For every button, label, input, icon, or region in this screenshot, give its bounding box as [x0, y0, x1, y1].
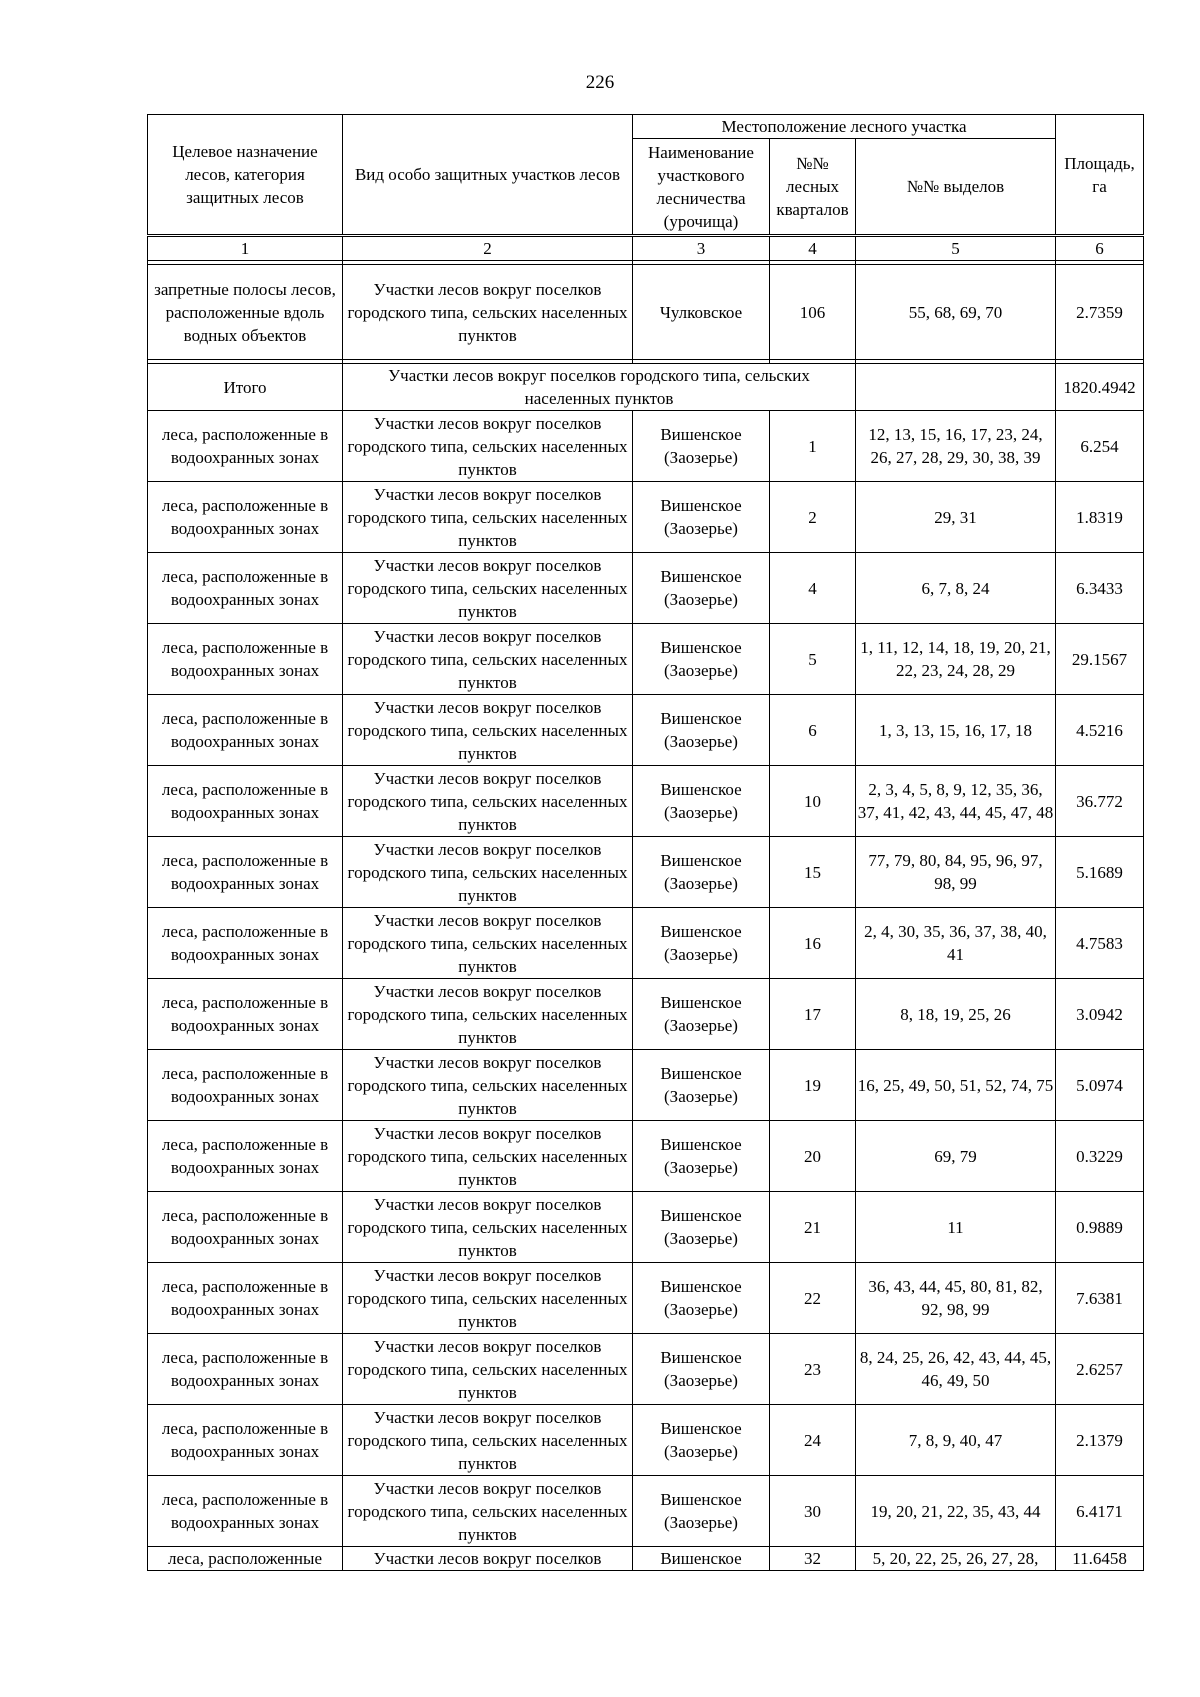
area-cell: 0.3229 — [1056, 1121, 1144, 1192]
area-cell: 36.772 — [1056, 766, 1144, 837]
forestry-cell: Вишенское (Заозерье) — [633, 1121, 770, 1192]
quarter-cell: 19 — [770, 1050, 856, 1121]
type-cell: Участки лесов вокруг поселков городского типа, сельских населенных пунктов — [343, 837, 633, 908]
table-row — [148, 624, 1144, 695]
type-cell: Участки лесов вокруг поселков городского типа, сельских населенных пунктов — [343, 411, 633, 482]
quarter-cell: 21 — [770, 1192, 856, 1263]
category-cell: леса, расположенные в водоохранных зонах — [148, 837, 343, 908]
type-cell: Участки лесов вокруг поселков городского типа, сельских населенных пунктов — [343, 1121, 633, 1192]
area-cell: 2.6257 — [1056, 1334, 1144, 1405]
type-cell: Участки лесов вокруг поселков городского типа, сельских населенных пунктов — [343, 908, 633, 979]
table-row-partial — [148, 1547, 1144, 1571]
plots-cell: 36, 43, 44, 45, 80, 81, 82, 92, 98, 99 — [856, 1263, 1056, 1334]
table-row — [148, 766, 1144, 837]
category-cell: леса, расположенные в водоохранных зонах — [148, 411, 343, 482]
forestry-cell: Вишенское (Заозерье) — [633, 837, 770, 908]
type-cell: Участки лесов вокруг поселков городского типа, сельских населенных пунктов — [343, 553, 633, 624]
plots-cell: 2, 4, 30, 35, 36, 37, 38, 40, 41 — [856, 908, 1056, 979]
table-row — [148, 411, 1144, 482]
quarter-cell: 17 — [770, 979, 856, 1050]
quarter-cell: 6 — [770, 695, 856, 766]
plots-cell: 2, 3, 4, 5, 8, 9, 12, 35, 36, 37, 41, 42, 43, 44, 45, 47, 48 — [856, 766, 1056, 837]
plots-cell: 1, 11, 12, 14, 18, 19, 20, 21, 22, 23, 24, 28, 29 — [856, 624, 1056, 695]
quarter-cell: 20 — [770, 1121, 856, 1192]
area-cell: 29.1567 — [1056, 624, 1144, 695]
type-cell: Участки лесов вокруг поселков городского типа, сельских населенных пунктов — [343, 624, 633, 695]
area-cell: 6.3433 — [1056, 553, 1144, 624]
forestry-cell: Вишенское (Заозерье) — [633, 1405, 770, 1476]
area-cell: 0.9889 — [1056, 1192, 1144, 1263]
category-cell: леса, расположенные в водоохранных зонах — [148, 1476, 343, 1547]
area-cell: 11.6458 — [1056, 1547, 1144, 1571]
area-cell: 3.0942 — [1056, 979, 1144, 1050]
header-category: Целевое назначение лесов, категория защитных лесов — [148, 115, 343, 236]
plots-cell: 5, 20, 22, 25, 26, 27, 28, — [856, 1547, 1056, 1571]
forestry-cell: Вишенское (Заозерье) — [633, 553, 770, 624]
plots-cell: 12, 13, 15, 16, 17, 23, 24, 26, 27, 28, 29, 30, 38, 39 — [856, 411, 1056, 482]
table-row — [148, 1192, 1144, 1263]
quarter-cell: 22 — [770, 1263, 856, 1334]
category-cell: леса, расположенные — [148, 1547, 343, 1571]
type-cell: Участки лесов вокруг поселков городского типа, сельских населенных пунктов — [343, 1334, 633, 1405]
total-area: 1820.4942 — [1056, 364, 1144, 411]
area-cell: 5.1689 — [1056, 837, 1144, 908]
table-row — [148, 979, 1144, 1050]
table-row — [148, 1334, 1144, 1405]
quarter-cell: 16 — [770, 908, 856, 979]
type-cell: Участки лесов вокруг поселков городского типа, сельских населенных пунктов — [343, 695, 633, 766]
category-cell: леса, расположенные в водоохранных зонах — [148, 553, 343, 624]
category-cell: леса, расположенные в водоохранных зонах — [148, 1334, 343, 1405]
area-cell: 6.4171 — [1056, 1476, 1144, 1547]
table-row — [148, 1476, 1144, 1547]
header-location-group: Местоположение лесного участка — [633, 115, 1056, 139]
plots-cell: 16, 25, 49, 50, 51, 52, 74, 75 — [856, 1050, 1056, 1121]
forestry-cell: Вишенское (Заозерье) — [633, 695, 770, 766]
category-cell: леса, расположенные в водоохранных зонах — [148, 695, 343, 766]
forestry-cell: Вишенское (Заозерье) — [633, 482, 770, 553]
type-cell: Участки лесов вокруг поселков городского типа, сельских населенных пунктов — [343, 1192, 633, 1263]
plots-cell: 77, 79, 80, 84, 95, 96, 97, 98, 99 — [856, 837, 1056, 908]
table-row — [148, 1405, 1144, 1476]
header-plots: №№ выделов — [856, 139, 1056, 236]
plots-cell: 11 — [856, 1192, 1056, 1263]
total-row — [148, 364, 1144, 411]
area-cell: 2.1379 — [1056, 1405, 1144, 1476]
page-number: 226 — [585, 72, 615, 93]
table-row — [148, 1050, 1144, 1121]
quarter-cell: 5 — [770, 624, 856, 695]
forestry-cell: Вишенское (Заозерье) — [633, 1334, 770, 1405]
quarter-cell: 24 — [770, 1405, 856, 1476]
type-cell: Участки лесов вокруг поселков — [343, 1547, 633, 1571]
column-number: 3 — [633, 236, 770, 261]
column-number: 1 — [148, 236, 343, 261]
forestry-cell: Вишенское (Заозерье) — [633, 1476, 770, 1547]
column-number: 2 — [343, 236, 633, 261]
plots-cell: 29, 31 — [856, 482, 1056, 553]
column-number: 5 — [856, 236, 1056, 261]
forestry-cell: Вишенское — [633, 1547, 770, 1571]
plots-cell: 1, 3, 13, 15, 16, 17, 18 — [856, 695, 1056, 766]
forestry-cell: Вишенское (Заозерье) — [633, 979, 770, 1050]
category-cell: леса, расположенные в водоохранных зонах — [148, 1192, 343, 1263]
column-number-row — [148, 236, 1144, 261]
plots-cell: 55, 68, 69, 70 — [856, 265, 1056, 360]
quarter-cell: 106 — [770, 265, 856, 360]
table-row — [148, 482, 1144, 553]
area-cell: 7.6381 — [1056, 1263, 1144, 1334]
plots-cell: 8, 24, 25, 26, 42, 43, 44, 45, 46, 49, 50 — [856, 1334, 1056, 1405]
type-cell: Участки лесов вокруг поселков городского типа, сельских населенных пунктов — [343, 1050, 633, 1121]
forestry-cell: Вишенское (Заозерье) — [633, 766, 770, 837]
area-cell: 1.8319 — [1056, 482, 1144, 553]
table-row — [148, 908, 1144, 979]
quarter-cell: 32 — [770, 1547, 856, 1571]
area-cell: 5.0974 — [1056, 1050, 1144, 1121]
forestry-cell: Вишенское (Заозерье) — [633, 1263, 770, 1334]
forest-plots-table — [147, 114, 1144, 1571]
area-cell: 2.7359 — [1056, 265, 1144, 360]
area-cell: 4.5216 — [1056, 695, 1144, 766]
area-cell: 4.7583 — [1056, 908, 1144, 979]
type-cell: Участки лесов вокруг поселков городского типа, сельских населенных пунктов — [343, 979, 633, 1050]
forestry-cell: Чулковское — [633, 265, 770, 360]
quarter-cell: 23 — [770, 1334, 856, 1405]
forestry-cell: Вишенское (Заозерье) — [633, 1050, 770, 1121]
forestry-cell: Вишенское (Заозерье) — [633, 1192, 770, 1263]
column-number: 4 — [770, 236, 856, 261]
quarter-cell: 4 — [770, 553, 856, 624]
header-type: Вид особо защитных участков лесов — [343, 115, 633, 236]
category-cell: запретные полосы лесов, расположенные вдоль водных объектов — [148, 265, 343, 360]
total-type: Участки лесов вокруг поселков городского типа, сельских населенных пунктов — [343, 364, 856, 411]
quarter-cell: 15 — [770, 837, 856, 908]
plots-cell: 8, 18, 19, 25, 26 — [856, 979, 1056, 1050]
plots-cell: 19, 20, 21, 22, 35, 43, 44 — [856, 1476, 1056, 1547]
category-cell: леса, расположенные в водоохранных зонах — [148, 1121, 343, 1192]
table-row — [148, 553, 1144, 624]
category-cell: леса, расположенные в водоохранных зонах — [148, 1050, 343, 1121]
type-cell: Участки лесов вокруг поселков городского типа, сельских населенных пунктов — [343, 1405, 633, 1476]
category-cell: леса, расположенные в водоохранных зонах — [148, 482, 343, 553]
plots-cell: 7, 8, 9, 40, 47 — [856, 1405, 1056, 1476]
forestry-cell: Вишенское (Заозерье) — [633, 411, 770, 482]
header-quarters: №№ лесных кварталов — [770, 139, 856, 236]
type-cell: Участки лесов вокруг поселков городского типа, сельских населенных пунктов — [343, 1476, 633, 1547]
category-cell: леса, расположенные в водоохранных зонах — [148, 979, 343, 1050]
category-cell: леса, расположенные в водоохранных зонах — [148, 624, 343, 695]
total-label: Итого — [148, 364, 343, 411]
table-row — [148, 1263, 1144, 1334]
total-empty — [856, 364, 1056, 411]
plots-cell: 69, 79 — [856, 1121, 1056, 1192]
area-cell: 6.254 — [1056, 411, 1144, 482]
table-row — [148, 837, 1144, 908]
table-row — [148, 265, 1144, 360]
quarter-cell: 1 — [770, 411, 856, 482]
header-area: Площадь, га — [1056, 115, 1144, 236]
forestry-cell: Вишенское (Заозерье) — [633, 908, 770, 979]
category-cell: леса, расположенные в водоохранных зонах — [148, 1263, 343, 1334]
forestry-cell: Вишенское (Заозерье) — [633, 624, 770, 695]
type-cell: Участки лесов вокруг поселков городского типа, сельских населенных пунктов — [343, 265, 633, 360]
table-row — [148, 1121, 1144, 1192]
plots-cell: 6, 7, 8, 24 — [856, 553, 1056, 624]
table-row — [148, 695, 1144, 766]
type-cell: Участки лесов вокруг поселков городского типа, сельских населенных пунктов — [343, 766, 633, 837]
type-cell: Участки лесов вокруг поселков городского типа, сельских населенных пунктов — [343, 482, 633, 553]
type-cell: Участки лесов вокруг поселков городского типа, сельских населенных пунктов — [343, 1263, 633, 1334]
quarter-cell: 30 — [770, 1476, 856, 1547]
category-cell: леса, расположенные в водоохранных зонах — [148, 908, 343, 979]
category-cell: леса, расположенные в водоохранных зонах — [148, 766, 343, 837]
category-cell: леса, расположенные в водоохранных зонах — [148, 1405, 343, 1476]
quarter-cell: 2 — [770, 482, 856, 553]
column-number: 6 — [1056, 236, 1144, 261]
header-forestry: Наименование участкового лесничества (урочища) — [633, 139, 770, 236]
quarter-cell: 10 — [770, 766, 856, 837]
